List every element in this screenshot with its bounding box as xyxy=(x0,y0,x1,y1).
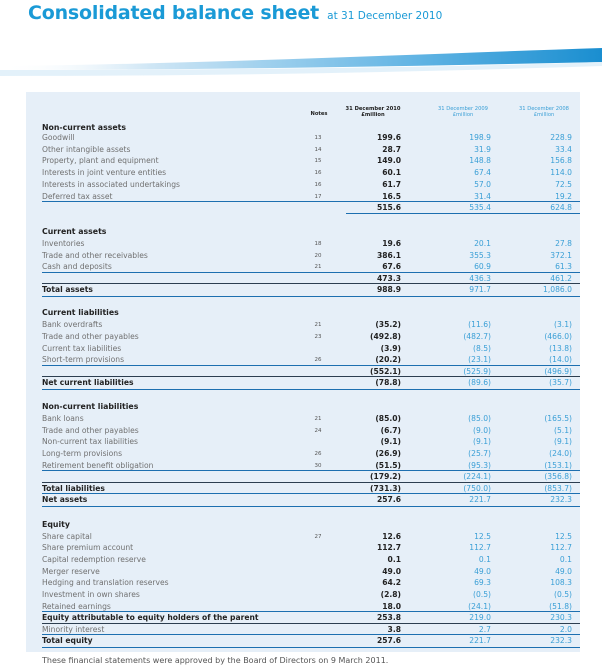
value-2009: 69.3 xyxy=(474,578,491,587)
rule-line xyxy=(42,283,580,284)
value-2008: 12.5 xyxy=(555,532,572,541)
value-2010: 67.6 xyxy=(382,262,401,271)
table-row xyxy=(26,155,580,167)
note-ref: 13 xyxy=(314,135,322,141)
value-2009: (9.1) xyxy=(472,437,491,446)
value-2009: (85.0) xyxy=(468,414,491,423)
row-label: Capital redemption reserve xyxy=(42,555,146,564)
rule-line xyxy=(42,623,580,624)
value-2010: 253.8 xyxy=(376,613,401,622)
note-ref: 21 xyxy=(314,322,322,328)
rule-line xyxy=(42,365,580,366)
value-2008: 372.1 xyxy=(550,251,572,260)
note-ref: 15 xyxy=(314,158,322,164)
row-label: Other intangible assets xyxy=(42,145,131,154)
row-label: Interests in joint venture entities xyxy=(42,168,167,177)
table-row xyxy=(26,589,580,601)
row-label: Total liabilities xyxy=(42,484,105,493)
value-2008: 2.0 xyxy=(559,625,572,634)
value-2010: 199.6 xyxy=(376,133,401,142)
row-label: Merger reserve xyxy=(42,567,100,576)
note-ref: 14 xyxy=(314,147,322,153)
page-title xyxy=(28,2,442,24)
value-2009: (482.7) xyxy=(463,332,491,341)
table-row xyxy=(26,448,580,460)
value-2009: (224.1) xyxy=(463,472,491,481)
value-2008: 624.8 xyxy=(550,203,572,212)
row-label: Current assets xyxy=(42,227,107,236)
value-2009: 535.4 xyxy=(469,203,491,212)
rule-line xyxy=(42,272,580,273)
value-2008: 72.5 xyxy=(555,180,572,189)
value-2008: 108.3 xyxy=(550,578,572,587)
value-2009: 221.7 xyxy=(469,495,491,504)
row-label: Non-current assets xyxy=(42,123,127,132)
value-2010: (85.0) xyxy=(375,414,401,423)
row-label: Total assets xyxy=(42,285,93,294)
column-header-2008 xyxy=(509,106,579,118)
value-2009: (8.5) xyxy=(472,344,491,353)
value-2008: (5.1) xyxy=(553,426,572,435)
rule-line xyxy=(42,647,580,648)
value-2010: (26.9) xyxy=(375,449,401,458)
value-2009: 57.0 xyxy=(474,180,491,189)
section-heading-row xyxy=(26,226,580,238)
value-2010: 473.3 xyxy=(376,274,401,283)
row-label: Trade and other receivables xyxy=(42,251,148,260)
rule-line xyxy=(42,389,580,390)
row-label: Inventories xyxy=(42,239,85,248)
value-2009: 2.7 xyxy=(478,625,491,634)
rule-line xyxy=(42,482,580,483)
rule-line xyxy=(42,611,580,612)
value-2010: 64.2 xyxy=(382,578,401,587)
value-2008: (496.9) xyxy=(544,367,572,376)
row-label: Property, plant and equipment xyxy=(42,156,159,165)
value-2008: (153.1) xyxy=(544,461,572,470)
value-2009: (24.1) xyxy=(468,602,491,611)
note-ref: 23 xyxy=(314,334,322,340)
row-label: Total equity xyxy=(42,636,93,645)
value-2008: 19.2 xyxy=(555,192,572,201)
value-2008: (9.1) xyxy=(553,437,572,446)
value-2009: (25.7) xyxy=(468,449,491,458)
value-2009: 31.4 xyxy=(474,192,491,201)
value-2008: (13.8) xyxy=(549,344,572,353)
value-2010: 149.0 xyxy=(376,156,401,165)
total-row xyxy=(26,284,580,296)
value-2010: (78.8) xyxy=(375,378,401,387)
rule-line xyxy=(42,376,580,377)
note-ref: 24 xyxy=(314,428,322,434)
value-2009: 112.7 xyxy=(469,543,491,552)
total-row xyxy=(26,635,580,647)
note-ref: 16 xyxy=(314,170,322,176)
note-ref: 18 xyxy=(314,241,322,247)
value-2008: 228.9 xyxy=(550,133,572,142)
note-ref: 20 xyxy=(314,253,322,259)
note-ref: 16 xyxy=(314,182,322,188)
row-label: Bank overdrafts xyxy=(42,320,103,329)
value-2009: 148.8 xyxy=(469,156,491,165)
column-unit: £million xyxy=(452,112,474,118)
table-row xyxy=(26,413,580,425)
section-heading-row xyxy=(26,401,580,413)
table-row xyxy=(26,436,580,448)
value-2008: 232.3 xyxy=(550,636,572,645)
value-2010: 18.0 xyxy=(382,602,401,611)
value-2010: 12.6 xyxy=(382,532,401,541)
value-2010: (179.2) xyxy=(370,472,401,481)
table-row xyxy=(26,554,580,566)
row-label: Goodwill xyxy=(42,133,75,142)
row-label: Long-term provisions xyxy=(42,449,123,458)
value-2009: 219.0 xyxy=(469,613,491,622)
value-2009: 49.0 xyxy=(474,567,491,576)
value-2010: 49.0 xyxy=(382,567,401,576)
value-2010: 112.7 xyxy=(376,543,401,552)
value-2010: 515.6 xyxy=(376,203,401,212)
total-row xyxy=(26,494,580,506)
value-2010: 988.9 xyxy=(376,285,401,294)
value-2009: (89.6) xyxy=(468,378,491,387)
row-label: Bank loans xyxy=(42,414,84,423)
value-2008: 33.4 xyxy=(555,145,572,154)
section-heading-row xyxy=(26,519,580,531)
value-2008: 27.8 xyxy=(555,239,572,248)
rule-line xyxy=(42,470,580,471)
value-2009: (11.6) xyxy=(468,320,491,329)
value-2010: (6.7) xyxy=(380,426,401,435)
value-2009: 971.7 xyxy=(469,285,491,294)
value-2010: 61.7 xyxy=(382,180,401,189)
value-2010: 257.6 xyxy=(376,636,401,645)
note-ref: 21 xyxy=(314,264,322,270)
notes-column-header: Notes xyxy=(310,111,328,117)
value-2009: (95.3) xyxy=(468,461,491,470)
value-2008: (35.7) xyxy=(549,378,572,387)
value-2009: 436.3 xyxy=(469,274,491,283)
table-row xyxy=(26,132,580,144)
row-label: Short-term provisions xyxy=(42,355,125,364)
note-ref: 30 xyxy=(314,463,322,469)
column-header-2009 xyxy=(428,106,498,118)
value-2009: 198.9 xyxy=(469,133,491,142)
column-date: 31 December 2008 xyxy=(518,106,569,112)
value-2008: (356.8) xyxy=(544,472,572,481)
column-unit: £million xyxy=(361,112,385,118)
row-label: Share capital xyxy=(42,532,92,541)
value-2010: 60.1 xyxy=(382,168,401,177)
value-2008: 112.7 xyxy=(550,543,572,552)
value-2009: (750.0) xyxy=(463,484,491,493)
value-2010: (9.1) xyxy=(380,437,401,446)
value-2010: 386.1 xyxy=(376,251,401,260)
value-2008: 49.0 xyxy=(555,567,572,576)
value-2008: 461.2 xyxy=(550,274,572,283)
column-date: 31 December 2009 xyxy=(437,106,488,112)
row-label: Share premium account xyxy=(42,543,134,552)
value-2010: 0.1 xyxy=(387,555,401,564)
row-label: Retained earnings xyxy=(42,602,111,611)
table-row xyxy=(26,542,580,554)
value-2009: 67.4 xyxy=(474,168,491,177)
table-row xyxy=(26,238,580,250)
value-2010: (51.5) xyxy=(375,461,401,470)
row-label: Net assets xyxy=(42,495,88,504)
row-label: Trade and other payables xyxy=(42,426,139,435)
row-label: Investment in own shares xyxy=(42,590,140,599)
note-ref: 17 xyxy=(314,194,322,200)
row-label: Interests in associated undertakings xyxy=(42,180,180,189)
row-label: Non-current tax liabilities xyxy=(42,437,138,446)
rule-line xyxy=(42,493,580,494)
value-2008: (853.7) xyxy=(544,484,572,493)
balance-sheet-panel xyxy=(26,92,580,652)
table-row xyxy=(26,319,580,331)
value-2008: (24.0) xyxy=(549,449,572,458)
row-label: Trade and other payables xyxy=(42,332,139,341)
row-label: Non-current liabilities xyxy=(42,402,139,411)
table-row xyxy=(26,179,580,191)
rule-line xyxy=(42,296,580,297)
column-header-2010 xyxy=(338,106,408,118)
value-2010: (2.8) xyxy=(380,590,401,599)
value-2010: (552.1) xyxy=(370,367,401,376)
row-label: Equity attributable to equity holders of the parent xyxy=(42,613,259,622)
value-2008: (0.5) xyxy=(553,590,572,599)
value-2008: 156.8 xyxy=(550,156,572,165)
rule-line xyxy=(346,213,580,214)
value-2009: 0.1 xyxy=(478,555,491,564)
value-2009: 20.1 xyxy=(474,239,491,248)
value-2008: 114.0 xyxy=(550,168,572,177)
value-2008: (51.8) xyxy=(549,602,572,611)
approval-footnote: These financial statements were approved by the Board of Directors on 9 March 2011. xyxy=(42,656,389,665)
title-subtitle: at 31 December 2010 xyxy=(327,10,443,22)
row-label: Retirement benefit obligation xyxy=(42,461,154,470)
value-2008: 61.3 xyxy=(555,262,572,271)
note-ref: 21 xyxy=(314,416,322,422)
value-2008: 230.3 xyxy=(550,613,572,622)
value-2010: (492.8) xyxy=(370,332,401,341)
value-2010: 3.8 xyxy=(387,625,401,634)
value-2008: (14.0) xyxy=(549,355,572,364)
rule-line xyxy=(42,506,580,507)
value-2010: (20.2) xyxy=(375,355,401,364)
rule-line xyxy=(42,201,580,202)
value-2009: 355.3 xyxy=(469,251,491,260)
row-label: Net current liabilities xyxy=(42,378,134,387)
total-row xyxy=(26,377,580,389)
decorative-swoosh xyxy=(0,36,602,96)
value-2008: (3.1) xyxy=(553,320,572,329)
value-2010: (3.9) xyxy=(380,344,401,353)
value-2008: (165.5) xyxy=(544,414,572,423)
value-2008: 1,086.0 xyxy=(543,285,572,294)
value-2009: 31.9 xyxy=(474,145,491,154)
row-label: Deferred tax asset xyxy=(42,192,113,201)
value-2008: 0.1 xyxy=(559,555,572,564)
value-2009: 221.7 xyxy=(469,636,491,645)
value-2010: (35.2) xyxy=(375,320,401,329)
row-label: Equity xyxy=(42,520,70,529)
row-label: Cash and deposits xyxy=(42,262,112,271)
value-2009: 60.9 xyxy=(474,262,491,271)
value-2009: 12.5 xyxy=(474,532,491,541)
value-2010: 28.7 xyxy=(382,145,401,154)
value-2010: 257.6 xyxy=(376,495,401,504)
value-2009: (525.9) xyxy=(463,367,491,376)
row-label: Hedging and translation reserves xyxy=(42,578,169,587)
value-2008: 232.3 xyxy=(550,495,572,504)
column-date: 31 December 2010 xyxy=(345,106,401,112)
row-label: Current tax liabilities xyxy=(42,344,122,353)
table-row xyxy=(26,577,580,589)
row-label: Current liabilities xyxy=(42,308,119,317)
note-ref: 26 xyxy=(314,357,322,363)
value-2008: (466.0) xyxy=(544,332,572,341)
rule-line xyxy=(42,634,580,635)
table-row xyxy=(26,331,580,343)
value-2010: 19.6 xyxy=(382,239,401,248)
note-ref: 27 xyxy=(314,534,322,540)
column-unit: £million xyxy=(533,112,555,118)
value-2009: (9.0) xyxy=(472,426,491,435)
value-2010: (731.3) xyxy=(370,484,401,493)
table-row xyxy=(26,167,580,179)
value-2009: (23.1) xyxy=(468,355,491,364)
row-label: Minority interest xyxy=(42,625,105,634)
value-2009: (0.5) xyxy=(472,590,491,599)
title-main: Consolidated balance sheet xyxy=(28,2,320,24)
section-heading-row xyxy=(26,307,580,319)
value-2010: 16.5 xyxy=(382,192,401,201)
note-ref: 26 xyxy=(314,451,322,457)
